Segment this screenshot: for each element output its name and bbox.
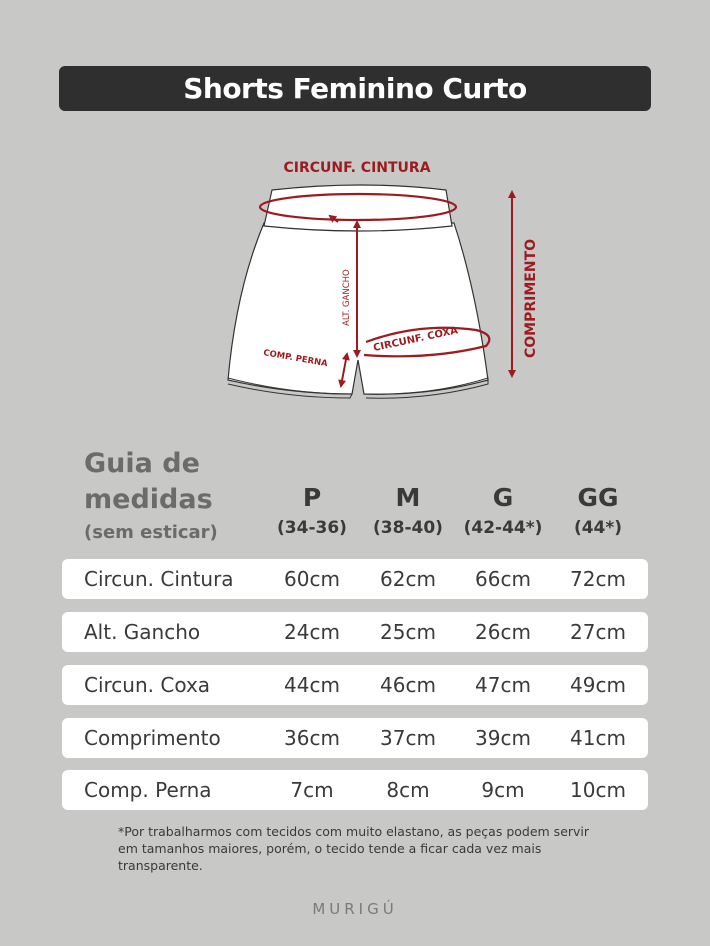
length-label: COMPRIMENTO: [523, 238, 539, 358]
guide-title-line2: medidas: [84, 484, 213, 515]
size-range: (38-40): [373, 518, 443, 538]
size-header-m: [358, 482, 458, 542]
guide-title: [84, 446, 218, 548]
cell-p: 36cm: [284, 726, 340, 750]
row-label: Comp. Perna: [84, 778, 212, 802]
cell-g: 26cm: [475, 620, 531, 644]
size-range: (42-44*): [463, 518, 543, 538]
table-row-gancho: [62, 612, 648, 652]
cell-p: 44cm: [284, 673, 340, 697]
cell-g: 39cm: [475, 726, 531, 750]
size-range: (44*): [573, 518, 623, 538]
page-title: Shorts Feminino Curto: [183, 72, 527, 105]
cell-g: 66cm: [475, 567, 531, 591]
cell-m: 25cm: [380, 620, 436, 644]
cell-g: 47cm: [475, 673, 531, 697]
table-row-cintura: [62, 559, 648, 599]
rise-label: ALT. GANCHO: [342, 269, 352, 326]
row-label: Circun. Cintura: [84, 567, 234, 591]
thigh-label: CIRCUNF. COXA: [372, 325, 459, 354]
size-name: P: [302, 483, 322, 512]
table-row-comprimento: [62, 718, 648, 758]
size-name: M: [395, 483, 421, 512]
waist-label: CIRCUNF. CINTURA: [283, 160, 431, 176]
cell-m: 37cm: [380, 726, 436, 750]
guide-title-line1: Guia de: [84, 448, 200, 479]
guide-title-note: (sem esticar): [84, 522, 218, 543]
size-header-p: [262, 482, 362, 542]
cell-gg: 10cm: [570, 778, 626, 802]
cell-gg: 27cm: [570, 620, 626, 644]
table-row-perna: [62, 770, 648, 810]
cell-m: 62cm: [380, 567, 436, 591]
size-header-gg: [548, 482, 648, 542]
table-row-coxa: [62, 665, 648, 705]
cell-p: 24cm: [284, 620, 340, 644]
cell-p: 7cm: [290, 778, 334, 802]
cell-p: 60cm: [284, 567, 340, 591]
size-range: (34-36): [277, 518, 347, 538]
row-label: Circun. Coxa: [84, 673, 211, 697]
brand-logo: MURIGÚ: [312, 900, 398, 918]
footnote: *Por trabalharmos com tecidos com muito elastano, as peças podem servir em tamanhos maiores, porém, o tecido tende a ficar cada vez mais transparente.: [118, 824, 590, 873]
cell-g: 9cm: [481, 778, 525, 802]
row-label: Comprimento: [84, 726, 221, 750]
cell-gg: 41cm: [570, 726, 626, 750]
cell-m: 8cm: [386, 778, 430, 802]
title-bar: [59, 66, 651, 111]
size-name: G: [492, 483, 514, 512]
cell-gg: 49cm: [570, 673, 626, 697]
cell-gg: 72cm: [570, 567, 626, 591]
cell-m: 46cm: [380, 673, 436, 697]
size-name: GG: [577, 483, 619, 512]
leg-label: COMP. PERNA: [262, 348, 329, 370]
row-label: Alt. Gancho: [84, 620, 201, 644]
shorts-diagram: [0, 150, 710, 410]
size-header-g: [453, 482, 553, 542]
